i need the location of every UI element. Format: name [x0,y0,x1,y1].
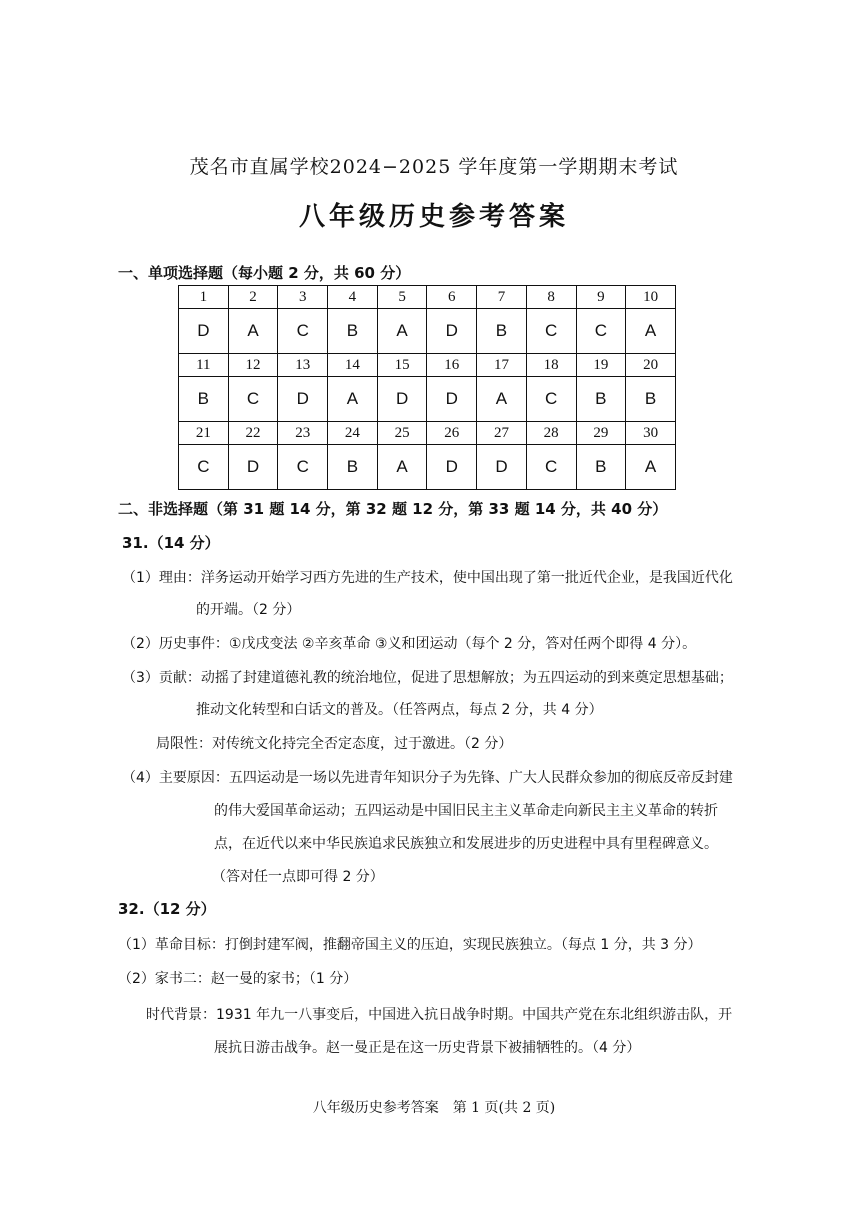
answer-cell: D [377,377,427,422]
answer-cell: A [228,309,278,354]
page-footer: 八年级历史参考答案 第 1 页(共 2 页) [312,1100,556,1116]
answer-cell: B [576,377,626,422]
answer-cell: B [626,377,676,422]
q31-label: 31.（14 分） [122,534,220,552]
question-number-cell: 9 [576,286,626,309]
answer-cell: D [179,309,229,354]
answer-cell: C [278,445,328,490]
question-number-cell: 22 [228,422,278,445]
answer-table [178,285,676,490]
answer-cell: B [477,309,527,354]
question-number-cell: 17 [477,354,527,377]
exam-title: 茂名市直属学校2024−2025 学年度第一学期期末考试 [189,156,679,178]
question-number-cell: 2 [228,286,278,309]
q32-answer-2: （2）家书二：赵一曼的家书；（1 分） [118,971,358,987]
question-number-cell: 5 [377,286,427,309]
q31-answer-4-line1: （4）主要原因：五四运动是一场以先进青年知识分子为先锋、广大人民群众参加的彻底反帝反封建 [122,770,733,786]
answer-cell: D [427,309,477,354]
question-number-cell: 25 [377,422,427,445]
question-number-cell: 7 [477,286,527,309]
question-number-cell: 13 [278,354,328,377]
question-number-cell: 29 [576,422,626,445]
q31-answer-3-line2: 推动文化转型和白话文的普及。（任答两点，每点 2 分，共 4 分） [196,702,603,718]
q31-answer-3-line1: （3）贡献：动摇了封建道德礼教的统治地位，促进了思想解放；为五四运动的到来奠定思想基础； [122,670,733,686]
question-number-cell: 21 [179,422,229,445]
answer-cell: B [179,377,229,422]
answer-cell: C [228,377,278,422]
answer-cell: A [377,445,427,490]
answer-cell: C [179,445,229,490]
answer-cell: D [278,377,328,422]
question-number-row [179,354,676,377]
answer-cell: C [526,309,576,354]
question-number-cell: 14 [328,354,378,377]
q31-answer-4-line4: （答对任一点即可得 2 分） [212,869,384,885]
question-number-cell: 30 [626,422,676,445]
answer-cell: A [626,309,676,354]
question-number-cell: 6 [427,286,477,309]
section1-heading: 一、单项选择题（每小题 2 分，共 60 分） [118,264,411,282]
question-number-cell: 19 [576,354,626,377]
question-number-cell: 15 [377,354,427,377]
question-number-row [179,286,676,309]
answer-cell: C [576,309,626,354]
q31-answer-4-line2: 的伟大爱国革命运动；五四运动是中国旧民主主义革命走向新民主主义革命的转折 [214,803,718,819]
answer-cell: C [526,445,576,490]
q32-background-line2: 展抗日游击战争。赵一曼正是在这一历史背景下被捕牺牲的。（4 分） [214,1040,641,1056]
answer-row [179,445,676,490]
question-number-cell: 18 [526,354,576,377]
answer-cell: D [427,377,477,422]
question-number-cell: 27 [477,422,527,445]
answer-cell: B [328,445,378,490]
section2-heading: 二、非选择题（第 31 题 14 分，第 32 题 12 分，第 33 题 14 分，共 40 分） [118,500,668,518]
answer-key-title: 八年级历史参考答案 [298,202,569,232]
question-number-cell: 4 [328,286,378,309]
q31-answer-1-line1: （1）理由：洋务运动开始学习西方先进的生产技术，使中国出现了第一批近代企业，是我国近代化 [122,570,733,586]
answer-cell: D [228,445,278,490]
answer-cell: C [526,377,576,422]
question-number-cell: 8 [526,286,576,309]
question-number-cell: 12 [228,354,278,377]
answer-cell: A [328,377,378,422]
q31-answer-3-line3: 局限性：对传统文化持完全否定态度，过于激进。（2 分） [156,736,513,752]
q32-answer-1: （1）革命目标：打倒封建军阀，推翻帝国主义的压迫，实现民族独立。（每点 1 分，共 3 分） [118,937,702,953]
question-number-cell: 10 [626,286,676,309]
question-number-cell: 20 [626,354,676,377]
answer-cell: A [477,377,527,422]
answer-cell: D [427,445,477,490]
question-number-cell: 3 [278,286,328,309]
q31-answer-1-line2: 的开端。（2 分） [196,602,301,618]
question-number-cell: 28 [526,422,576,445]
answer-row [179,377,676,422]
answer-cell: B [328,309,378,354]
answer-cell: B [576,445,626,490]
q32-label: 32.（12 分） [118,900,216,918]
q32-background-line1: 时代背景：1931 年九一八事变后，中国进入抗日战争时期。中国共产党在东北组织游击队，开 [146,1007,733,1023]
answer-cell: D [477,445,527,490]
question-number-cell: 16 [427,354,477,377]
answer-row [179,309,676,354]
answer-cell: A [626,445,676,490]
question-number-cell: 1 [179,286,229,309]
question-number-row [179,422,676,445]
question-number-cell: 11 [179,354,229,377]
question-number-cell: 26 [427,422,477,445]
answer-cell: A [377,309,427,354]
q31-answer-2: （2）历史事件：①戊戌变法 ②辛亥革命 ③义和团运动（每个 2 分，答对任两个即得 4 分）。 [122,636,697,652]
question-number-cell: 24 [328,422,378,445]
answer-cell: C [278,309,328,354]
q31-answer-4-line3: 点，在近代以来中华民族追求民族独立和发展进步的历史进程中具有里程碑意义。 [214,836,718,852]
question-number-cell: 23 [278,422,328,445]
